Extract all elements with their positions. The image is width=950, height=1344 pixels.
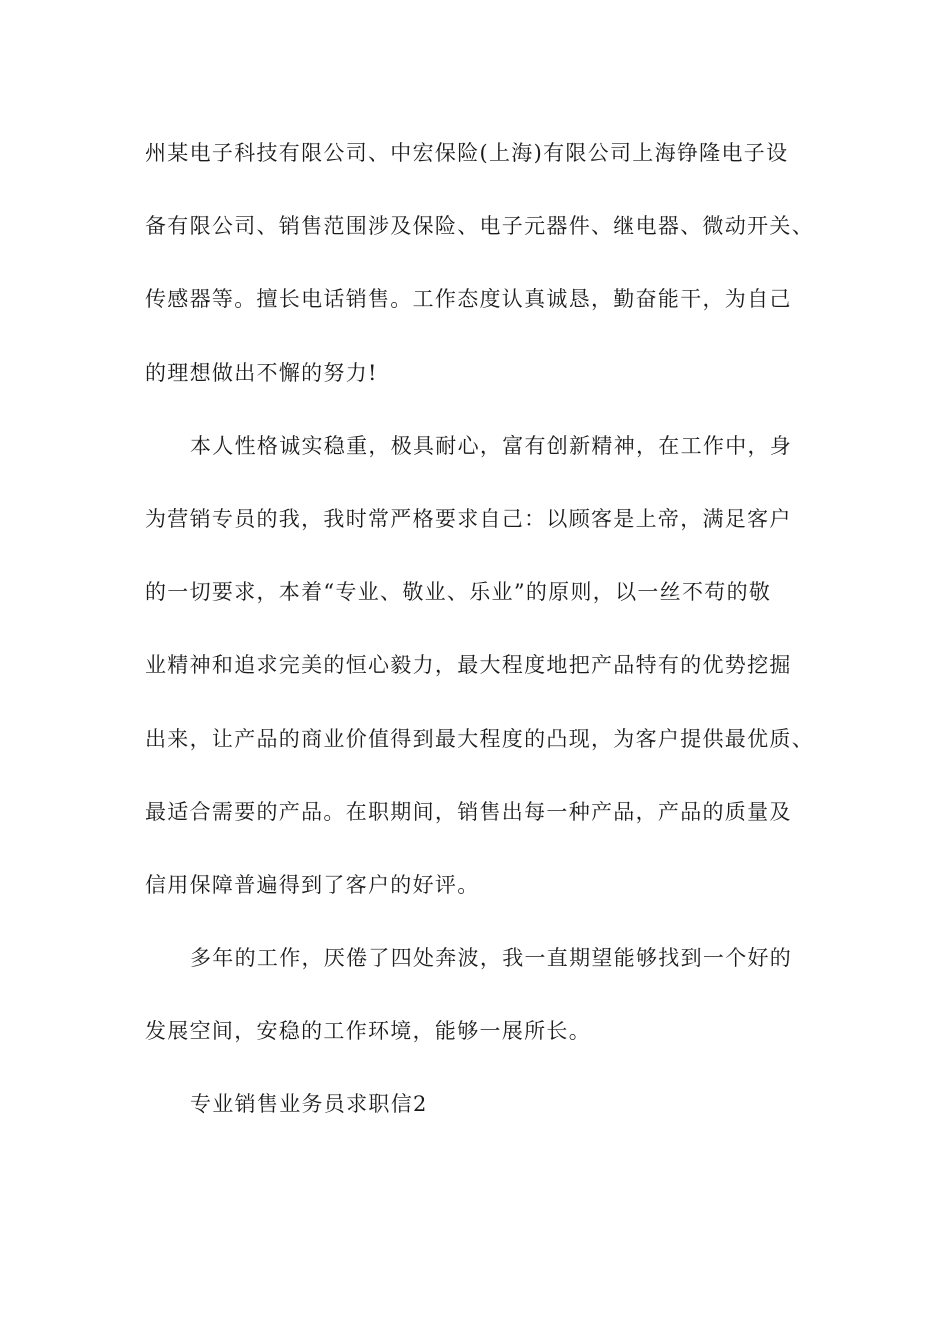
paragraph-line: 业精神和追求完美的恒心毅力，最大程度地把产品特有的优势挖掘 xyxy=(145,653,792,678)
paragraph-line: 的一切要求，本着“专业、敬业、乐业”的原则，以一丝不苟的敬 xyxy=(145,580,772,605)
paragraph-line: 为营销专员的我，我时常严格要求自己：以顾客是上帝，满足客户 xyxy=(145,506,792,531)
paragraph-line: 备有限公司、销售范围涉及保险、电子元器件、继电器、微动开关、 xyxy=(145,214,814,239)
paragraph-line: 本人性格诚实稳重，极具耐心，富有创新精神，在工作中，身 xyxy=(190,433,793,458)
paragraph-line: 信用保障普遍得到了客户的好评。 xyxy=(145,872,480,897)
paragraph-line: 最适合需要的产品。在职期间，销售出每一种产品，产品的质量及 xyxy=(145,799,792,824)
paragraph-line: 的理想做出不懈的努力! xyxy=(145,360,378,385)
paragraph-line: 多年的工作，厌倦了四处奔波，我一直期望能够找到一个好的 xyxy=(190,946,793,971)
paragraph-line: 州某电子科技有限公司、中宏保险(上海)有限公司上海铮隆电子设 xyxy=(145,141,789,165)
paragraph-line: 传感器等。擅长电话销售。工作态度认真诚恳，勤奋能干，为自己 xyxy=(145,287,792,312)
paragraph-line: 出来，让产品的商业价值得到最大程度的凸现，为客户提供最优质、 xyxy=(145,726,814,751)
paragraph-line: 发展空间，安稳的工作环境，能够一展所长。 xyxy=(145,1019,591,1044)
document-body xyxy=(145,134,835,1159)
section-heading: 专业销售业务员求职信2 xyxy=(190,1092,428,1117)
